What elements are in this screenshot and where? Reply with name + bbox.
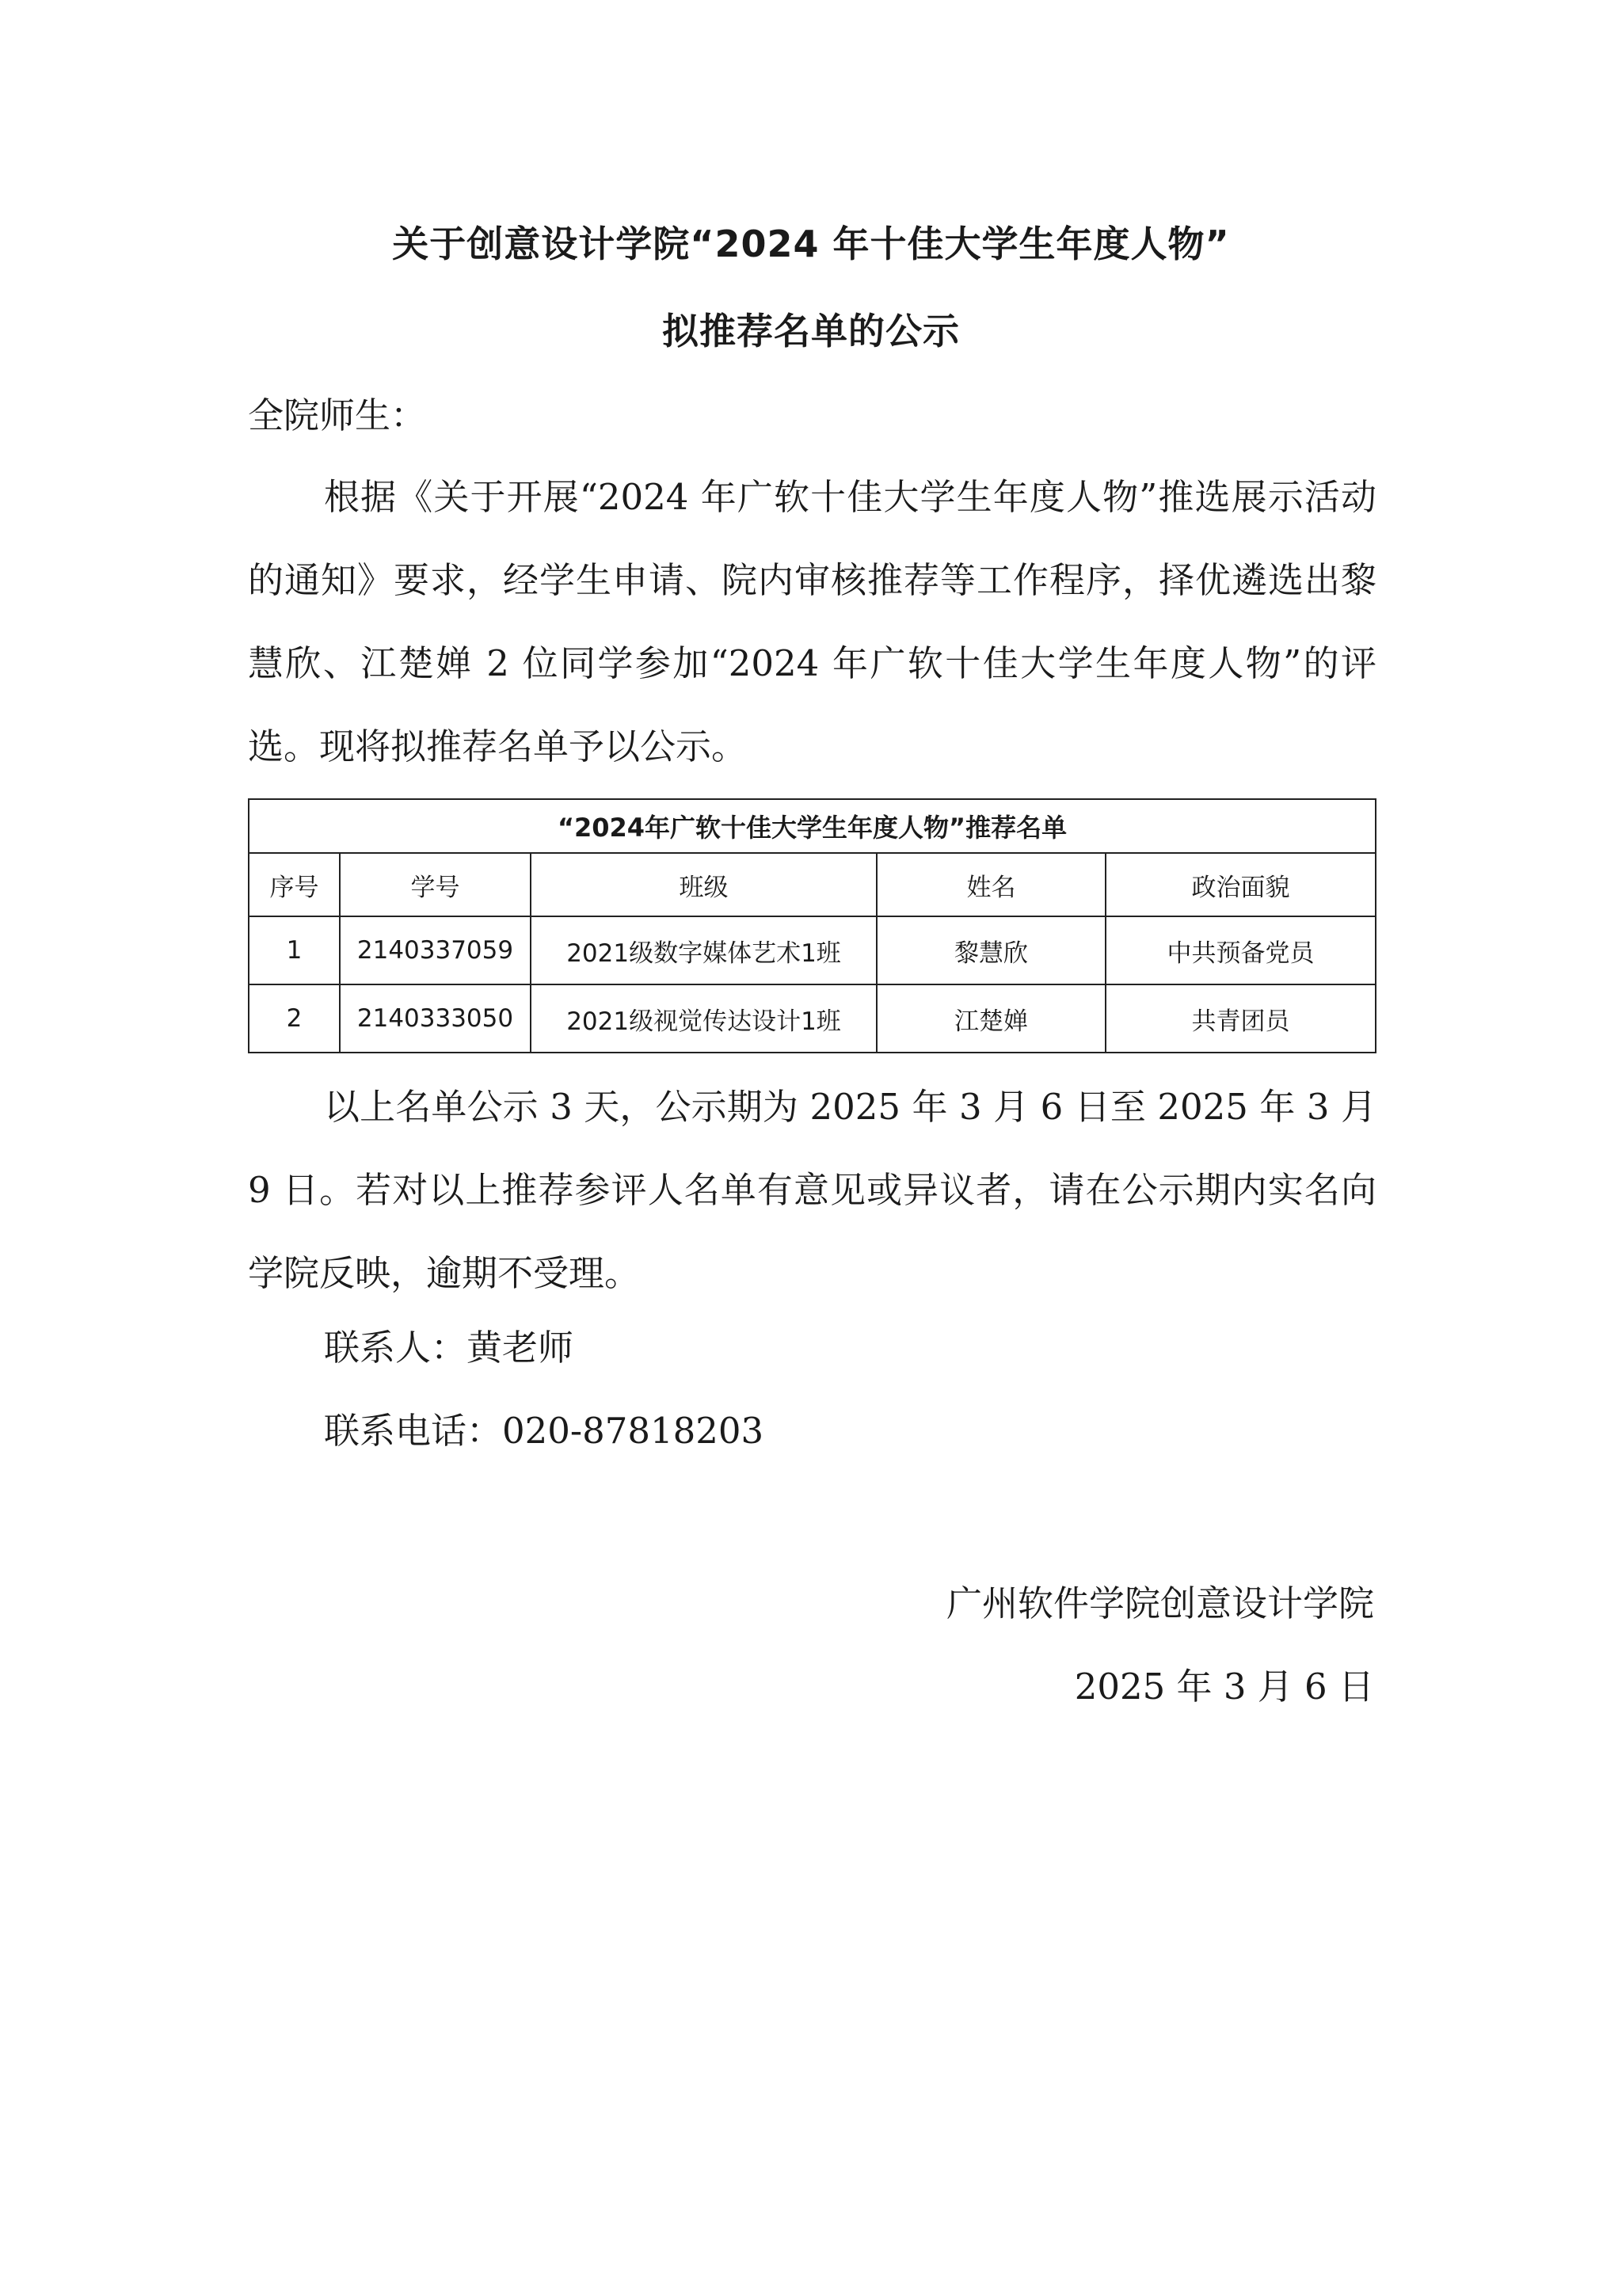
table-caption: “2024年广软十佳大学生年度人物”推荐名单 [249,799,1376,853]
cell-student-id: 2140333050 [340,984,531,1053]
cell-index: 2 [249,984,340,1053]
cell-student-id: 2140337059 [340,916,531,984]
contact-phone: 联系电话：020-87818203 [324,1410,764,1452]
salutation: 全院师生： [248,394,427,436]
signature-organization: 广州软件学院创意设计学院 [946,1582,1374,1624]
header-name: 姓名 [877,853,1106,916]
table-row [249,984,1376,1053]
table-row [249,916,1376,984]
header-index: 序号 [249,853,340,916]
signature-date: 2025 年 3 月 6 日 [1074,1666,1374,1708]
document-title-line-1: 关于创意设计学院“2024 年十佳大学生年度人物” [392,223,1230,265]
cell-class: 2021级数字媒体艺术1班 [531,916,877,984]
header-class: 班级 [531,853,877,916]
body-paragraph-2: 以上名单公示 3 天，公示期为 2025 年 3 月 6 日至 2025 年 3 月 9 日。若对以上推荐参评人名单有意见或异议者，请在公示期内实名向学院反映，逾期不受理。 [248,1086,1376,1294]
cell-index: 1 [249,916,340,984]
header-political-status: 政治面貌 [1106,853,1376,916]
cell-political-status: 中共预备党员 [1106,916,1376,984]
table-header-row [249,853,1376,916]
recommendation-table [248,798,1376,1053]
body-paragraph-1: 根据《关于开展“2024 年广软十佳大学生年度人物”推选展示活动的通知》要求，经学生申请、院内审核推荐等工作程序，择优遴选出黎慧欣、江楚婵 2 位同学参加“2024 年广软十佳大学生年度人物”的评选。现将拟推荐名单予以公示。 [248,476,1376,767]
header-student-id: 学号 [340,853,531,916]
contact-person: 联系人：黄老师 [324,1327,574,1369]
cell-class: 2021级视觉传达设计1班 [531,984,877,1053]
cell-name: 江楚婵 [877,984,1106,1053]
cell-name: 黎慧欣 [877,916,1106,984]
document-title-line-2: 拟推荐名单的公示 [662,310,960,352]
table-caption-row [249,799,1376,853]
cell-political-status: 共青团员 [1106,984,1376,1053]
